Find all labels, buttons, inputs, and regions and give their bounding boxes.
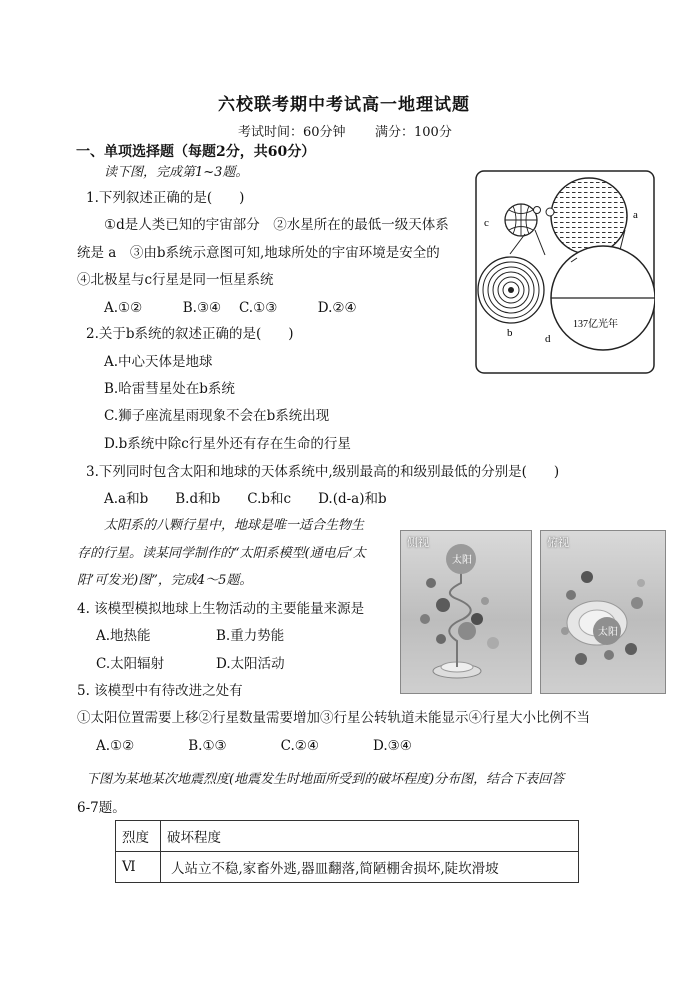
- celestial-system-diagram: [475, 170, 655, 374]
- q2-option-d: D.b系统中除c行星外还有存在生命的行星: [104, 436, 351, 452]
- intensity-table: [115, 820, 579, 883]
- q3-options: A.a和b B.d和b C.b和c D.(d-a)和b: [104, 491, 387, 507]
- table-row: [116, 852, 579, 883]
- label-distance: 137亿光年: [573, 319, 618, 330]
- q5-line1: ①太阳位置需要上移②行星数量需要增加③行星公转轨道未能显示④行星大小比例不当: [77, 710, 590, 726]
- milky-way-a: [551, 178, 627, 254]
- q5-options: A.①② B.①③ C.②④ D.③④: [96, 738, 412, 754]
- table-header-cell: 烈度: [116, 821, 161, 852]
- top-view-label: 俯视: [547, 536, 569, 549]
- q2-stem: 2.关于b系统的叙述正确的是( ): [86, 326, 294, 342]
- q5-stem: 5. 该模型中有待改进之处有: [77, 683, 243, 699]
- label-a: a: [633, 209, 638, 221]
- sun-label-top: 太阳: [598, 627, 618, 638]
- exam-score: 满分：100分: [375, 125, 452, 140]
- page-title: 六校联考期中考试高一地理试题: [218, 95, 470, 115]
- q1-stem: 1.下列叙述正确的是( ): [86, 190, 245, 206]
- model-side-view-photo: [400, 530, 532, 694]
- table-header-row: [116, 821, 579, 852]
- intro2-line3: 阳’可发光)图”，完成4～5题。: [77, 573, 253, 588]
- intro2-line1: 太阳系的八颗行星中，地球是唯一适合生物生: [104, 518, 365, 533]
- q4-option-d: D.太阳活动: [216, 656, 285, 672]
- solar-system-b: [478, 257, 544, 323]
- intro3-line2: 6-7题。: [77, 800, 126, 816]
- q2-option-b: B.哈雷彗星处在b系统: [104, 381, 235, 397]
- intro-q1-3: 读下图，完成第1~3题。: [104, 165, 249, 180]
- table-header-cell: 破坏程度: [161, 821, 579, 852]
- q2-option-a: A.中心天体是地球: [104, 354, 213, 370]
- side-view-label: 侧视: [407, 536, 429, 549]
- model-top-view-photo: [540, 530, 666, 694]
- table-cell: 人站立不稳,家畜外逃,器皿翻落,简陋棚舍损坏,陡坎滑坡: [161, 852, 579, 883]
- label-d: d: [545, 333, 551, 345]
- q4-option-c: C.太阳辐射: [96, 656, 165, 672]
- intro2-line2: 存的行星。读某同学制作的“太阳系模型(通电后‘太: [77, 546, 366, 561]
- q1-line1: ①d是人类已知的宇宙部分 ②水星所在的最低一级天体系: [104, 217, 449, 233]
- section-heading: 一、单项选择题（每题2分，共60分）: [76, 144, 316, 160]
- q4-stem: 4. 该模型模拟地球上生物活动的主要能量来源是: [77, 601, 365, 617]
- exam-time: 考试时间：60分钟: [238, 125, 346, 140]
- intro3-line1: 下图为某地某次地震烈度(地震发生时地面所受到的破坏程度)分布图，结合下表回答: [86, 772, 565, 787]
- q3-stem: 3.下列同时包含太阳和地球的天体系统中,级别最高的和级别最低的分别是( ): [86, 464, 560, 480]
- sun-label-side: 太阳: [452, 555, 472, 566]
- q4-option-a: A.地热能: [96, 628, 151, 644]
- q1-line2: 统是 a ③由b系统示意图可知,地球所处的宇宙环境是安全的: [77, 245, 440, 261]
- label-b: b: [507, 327, 513, 339]
- q1-options: A.①② B.③④ C.①③ D.②④: [104, 300, 357, 316]
- table-cell: Ⅵ: [116, 852, 161, 883]
- label-c: c: [484, 217, 489, 229]
- q1-line3: ④北极星与c行星是同一恒星系统: [77, 272, 274, 288]
- q4-option-b: B.重力势能: [216, 628, 285, 644]
- q2-option-c: C.狮子座流星雨现象不会在b系统出现: [104, 408, 330, 424]
